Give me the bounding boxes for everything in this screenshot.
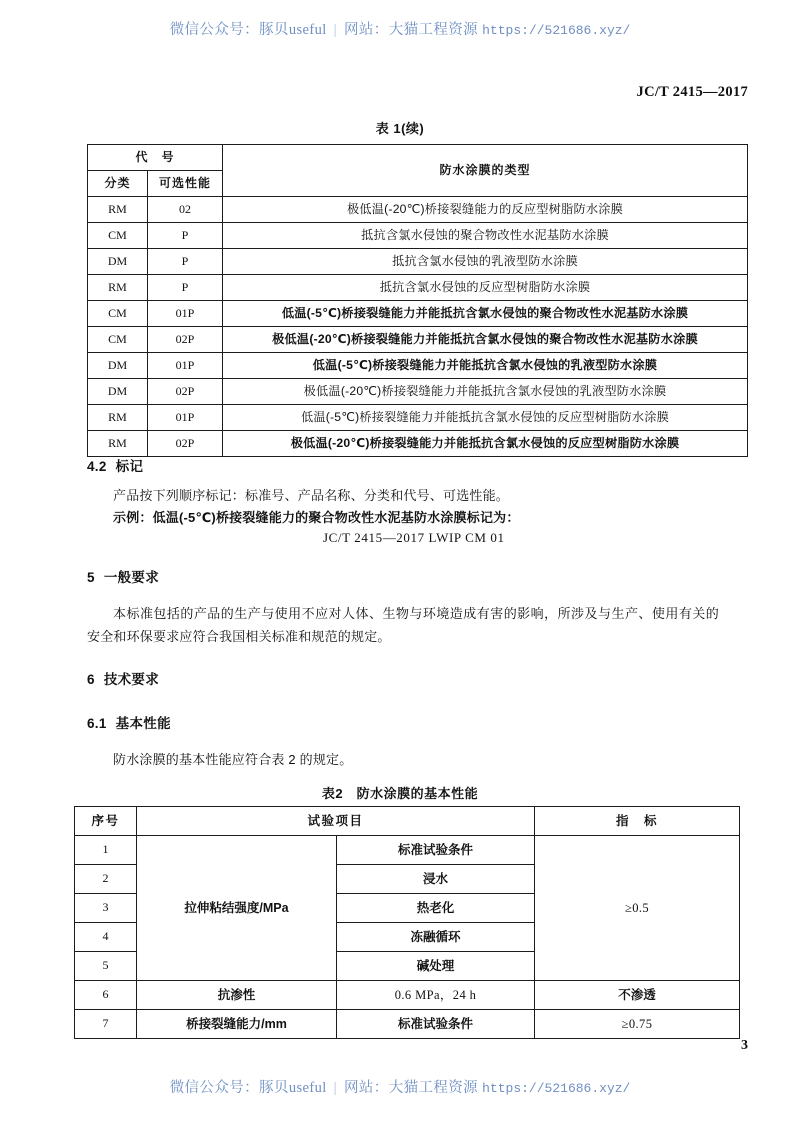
table2-cell-index: 7 [75,1010,137,1039]
table2-header-row [75,807,740,836]
table-row [88,223,748,249]
table1-cell-classification: DM [88,249,148,275]
table-row [75,981,740,1010]
table-row [75,1010,740,1039]
table1-cell-type: 极低温(-20℃)桥接裂缝能力并能抵抗含氯水侵蚀的乳液型防水涂膜 [223,379,748,405]
table-row [88,327,748,353]
watermark-wechat-label: 微信公众号： [169,1080,260,1096]
table1-cell-type: 抵抗含氯水侵蚀的聚合物改性水泥基防水涂膜 [223,223,748,249]
table1-cell-classification: CM [88,301,148,327]
watermark-separator: | [333,1080,337,1096]
table2-cell-condition: 标准试验条件 [337,836,535,865]
table1-cell-optional: 01P [148,405,223,431]
table1-cell-type: 极低温(-20℃)桥接裂缝能力并能抵抗含氯水侵蚀的反应型树脂防水涂膜 [223,431,748,457]
table2-header-index: 序号 [75,807,137,836]
table2-header-spec: 指 标 [535,807,740,836]
table1-cell-type: 抵抗含氯水侵蚀的乳液型防水涂膜 [223,249,748,275]
table2-cell-index: 4 [75,923,137,952]
standard-number-header: JC/T 2415—2017 [636,84,748,100]
table2-cell-index: 5 [75,952,137,981]
table2-cell-spec: 不渗透 [535,981,740,1010]
watermark-wechat-name: 豚贝useful [259,22,327,38]
table1-header-classification: 分类 [88,171,148,197]
table1-cell-optional: P [148,275,223,301]
table1-header-type: 防水涂膜的类型 [223,145,748,197]
watermark-wechat-label: 微信公众号： [169,22,260,38]
paragraph-5-1: 本标准包括的产品的生产与使用不应对人体、生物与环境造成有害的影响，所涉及与生产、使用有关的安全和环保要求应符合我国相关标准和规范的规定。 [87,606,719,644]
table1-cell-classification: DM [88,353,148,379]
watermark-bottom [0,1076,800,1097]
table1-header-optional: 可选性能 [148,171,223,197]
table1-cell-type: 极低温(-20℃)桥接裂缝能力并能抵抗含氯水侵蚀的聚合物改性水泥基防水涂膜 [223,327,748,353]
table1-cell-classification: RM [88,405,148,431]
table2-cell-spec: ≥0.75 [535,1010,740,1039]
table2-cell-index: 1 [75,836,137,865]
table1-cell-type: 极低温(-20℃)桥接裂缝能力的反应型树脂防水涂膜 [223,197,748,223]
table1-cell-type: 低温(-5℃)桥接裂缝能力并能抵抗含氯水侵蚀的聚合物改性水泥基防水涂膜 [223,301,748,327]
watermark-site-label: 网站： [343,1080,389,1096]
table1-cell-classification: RM [88,275,148,301]
table2-cell-condition: 标准试验条件 [337,1010,535,1039]
section-title-6-1: 基本性能 [115,716,171,731]
table1-cell-classification: RM [88,197,148,223]
table-row [88,249,748,275]
section-number-4-2: 4.2 [87,459,107,474]
table-row [88,275,748,301]
section-heading-6 [87,668,159,688]
table-row [75,836,740,865]
table1-cell-optional: 02P [148,431,223,457]
table1-header-code-group: 代 号 [88,145,223,171]
table1-cell-type: 抵抗含氯水侵蚀的反应型树脂防水涂膜 [223,275,748,301]
section-title-5: 一般要求 [103,570,160,585]
table2-cell-item: 拉伸粘结强度/MPa [137,836,337,981]
table1-cell-classification: CM [88,327,148,353]
section-heading-5 [87,566,159,586]
table-row [88,197,748,223]
table2-cell-condition: 0.6 MPa，24 h [337,981,535,1010]
table2-cell-condition: 冻融循环 [337,923,535,952]
section-number-5: 5 [87,570,95,585]
paragraph-4-2-1: 产品按下列顺序标记：标准号、产品名称、分类和代号、可选性能。 [113,488,510,503]
table1-cell-optional: 02 [148,197,223,223]
paragraph-6-1-1: 防水涂膜的基本性能应符合表 2 的规定。 [113,752,353,767]
watermark-wechat-name: 豚贝useful [259,1080,327,1096]
table2-cell-index: 2 [75,865,137,894]
table2-caption: 表2 防水涂膜的基本性能 [321,786,479,801]
designation-example: JC/T 2415—2017 LWIP CM 01 [323,530,505,545]
table-waterproof-film-types [87,144,748,457]
table1-cell-classification: DM [88,379,148,405]
section-number-6-1: 6.1 [87,716,107,731]
table2-cell-item: 抗渗性 [137,981,337,1010]
table1-cell-optional: P [148,249,223,275]
table-row [88,353,748,379]
watermark-url: https://521686.xyz/ [482,1081,631,1096]
table2-cell-index: 6 [75,981,137,1010]
table1-cell-optional: P [148,223,223,249]
table-row [88,431,748,457]
table2-cell-condition: 碱处理 [337,952,535,981]
table-row [88,379,748,405]
watermark-separator: | [333,22,337,38]
page-number: 3 [741,1038,748,1053]
table2-cell-spec: ≥0.5 [535,836,740,981]
table2-cell-condition: 浸水 [337,865,535,894]
table1-cell-optional: 01P [148,353,223,379]
table1-cell-classification: CM [88,223,148,249]
table2-header-item: 试验项目 [137,807,535,836]
section-heading-4-2 [87,455,143,475]
watermark-site-name: 大猫工程资源 [388,22,479,38]
section-title-4-2: 标记 [115,459,144,474]
section-number-6: 6 [87,672,95,687]
watermark-top [0,18,800,39]
watermark-site-name: 大猫工程资源 [388,1080,479,1096]
table2-cell-item: 桥接裂缝能力/mm [137,1010,337,1039]
table2-cell-condition: 热老化 [337,894,535,923]
table-basic-properties [74,806,740,1039]
table1-cell-type: 低温(-5℃)桥接裂缝能力并能抵抗含氯水侵蚀的乳液型防水涂膜 [223,353,748,379]
table1-caption: 表 1(续) [375,121,425,136]
table1-cell-type: 低温(-5℃)桥接裂缝能力并能抵抗含氯水侵蚀的反应型树脂防水涂膜 [223,405,748,431]
table1-cell-optional: 02P [148,379,223,405]
table1-header-row-1 [88,145,748,171]
table1-cell-classification: RM [88,431,148,457]
table1-cell-optional: 01P [148,301,223,327]
paragraph-4-2-example-intro: 示例：低温(-5℃)桥接裂缝能力的聚合物改性水泥基防水涂膜标记为： [113,510,520,525]
table1-cell-optional: 02P [148,327,223,353]
table-row [88,405,748,431]
section-title-6: 技术要求 [103,672,160,687]
table2-cell-index: 3 [75,894,137,923]
watermark-url: https://521686.xyz/ [482,23,631,38]
watermark-site-label: 网站： [343,22,389,38]
section-heading-6-1 [87,712,171,732]
table-row [88,301,748,327]
